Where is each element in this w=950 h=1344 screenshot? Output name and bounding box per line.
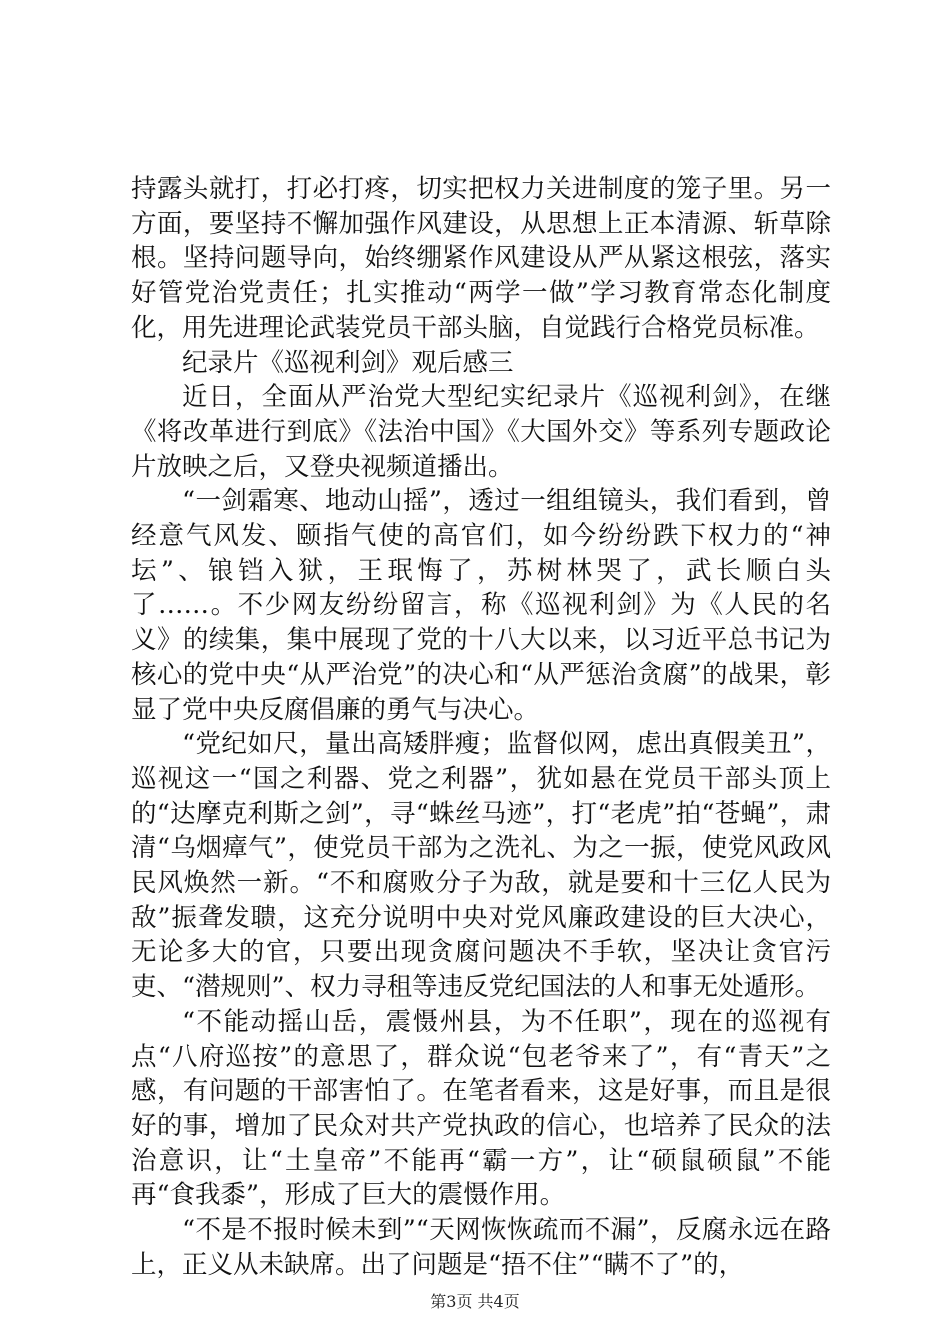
paragraph-3: “一剑霜寒、地动山摇”，透过一组组镜头，我们看到，曾经意气风发、颐指气使的高官们，如今纷纷跌下权力的“神坛”、锒铛入狱，王珉悔了，苏树林哭了，武长顺白头了……。不少网友纷纷留言，称《巡视利剑》为《人民的名义》的续集，集中展现了党的十八大以来，以习近平总书记为核心的党中央“从严治党”的决心和“从严惩治贪腐”的战果，彰显了党中央反腐倡廉的勇气与决心。 <box>131 486 831 725</box>
paragraph-5: “不能动摇山岳，震慑州县，为不任职”，现在的巡视有点“八府巡按”的意思了，群众说“包老爷来了”，有“青天”之感，有问题的干部害怕了。在笔者看来，这是好事，而且是很好的事，增加了民众对共产党执政的信心，也培养了民众的法治意识，让“土皇帝”不能再“霸一方”，让“硕鼠硕鼠”不能再“食我黍”，形成了巨大的震慑作用。 <box>131 1006 831 1211</box>
paragraph-4: “党纪如尺，量出高矮胖瘦；监督似网，虑出真假美丑”，巡视这一“国之利器、党之利器”，犹如悬在党员干部头顶上的“达摩克利斯之剑”，寻“蛛丝马迹”，打“老虎”拍“苍蝇”，肃清“乌烟瘴气”，使党员干部为之洗礼、为之一振，使党风政风民风焕然一新。“不和腐败分子为敌，就是要和十三亿人民为敌”振聋发聩，这充分说明中央对党风廉政建设的巨大决心，无论多大的官，只要出现贪腐问题决不手软，坚决让贪官污吏、“潜规则”、权力寻租等违反党纪国法的人和事无处遁形。 <box>131 729 831 1003</box>
page-footer <box>0 1289 950 1312</box>
paragraph-2: 近日，全面从严治党大型纪实纪录片《巡视利剑》，在继《将改革进行到底》《法治中国》《大国外交》等系列专题政论片放映之后，又登央视频道播出。 <box>131 382 831 482</box>
paragraph-6: “不是不报时候未到”“天网恢恢疏而不漏”，反腐永远在路上，正义从未缺席。出了问题是“捂不住”“瞒不了”的， <box>131 1215 831 1280</box>
document-body <box>131 172 831 1283</box>
section-title: 纪录片《巡视利剑》观后感三 <box>182 347 514 378</box>
page-number: 第3页 共4页 <box>430 1292 520 1311</box>
paragraph-1: 持露头就打，打必打疼，切实把权力关进制度的笼子里。另一方面，要坚持不懈加强作风建设，从思想上正本清源、斩草除根。坚持问题导向，始终绷紧作风建设从严从紧这根弦，落实好管党治党责任；扎实推动“两学一做”学习教育常态化制度化，用先进理论武装党员干部头脑，自觉践行合格党员标准。 <box>131 174 831 343</box>
